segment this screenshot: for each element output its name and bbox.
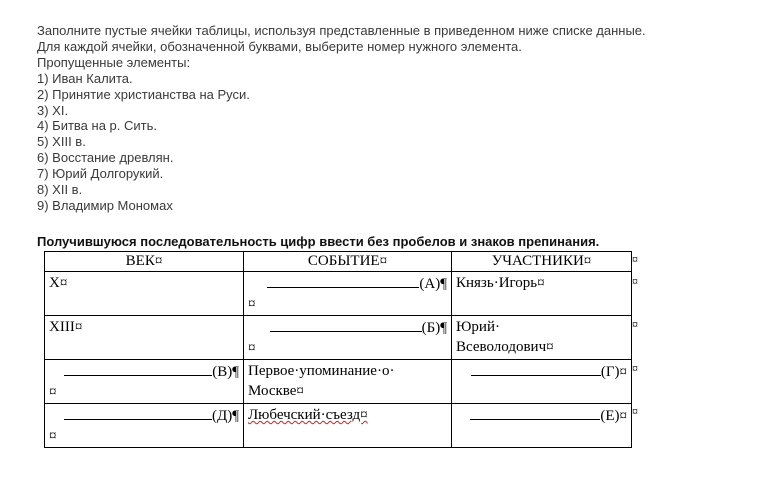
list-item: 7) Юрий Долгорукий. <box>37 166 164 182</box>
cell-vek-blank[interactable] <box>45 360 244 404</box>
blank-letter: (Е)¤ <box>600 408 627 424</box>
cell-sobytie-blank[interactable] <box>244 316 452 360</box>
row-end-mark: ¤ <box>632 274 638 288</box>
blank-letter: (В)¶ <box>212 364 239 380</box>
cell-text-line: Москве¤ <box>248 383 304 399</box>
intro-line-1: Заполните пустые ячейки таблицы, используя представленные в приведенном ниже списке данные. <box>37 23 646 38</box>
cell-text-line: Всеволодович¤ <box>456 339 554 355</box>
cell-end-mark: ¤ <box>49 384 57 400</box>
row-end-mark: ¤ <box>632 317 638 331</box>
blank-line <box>267 273 419 288</box>
header-vek: ВЕК¤ <box>45 252 244 272</box>
blank-line <box>270 317 422 332</box>
cell-text-line: Юрий· <box>456 319 500 335</box>
list-item: 3) XI. <box>37 102 69 118</box>
list-item: 8) XII в. <box>37 182 83 198</box>
intro-line-3: Пропущенные элементы: <box>37 54 191 70</box>
cell-vek: X¤ <box>45 272 244 316</box>
cell-uchastniki-blank[interactable] <box>452 360 632 404</box>
blank-letter: (Г)¤ <box>600 364 627 380</box>
history-table <box>44 251 632 448</box>
cell-text-line: Любечский·съезд¤ <box>248 407 368 423</box>
list-item: 1) Иван Калита. <box>37 70 133 86</box>
blank-letter: (Б)¶ <box>421 320 447 336</box>
table-row <box>45 272 632 316</box>
table-row <box>45 316 632 360</box>
cell-end-mark: ¤ <box>248 340 256 356</box>
list-item: 6) Восстание древлян. <box>37 150 174 166</box>
intro-line-2: Для каждой ячейки, обозначенной буквами, выберите номер нужного элемента. <box>37 38 522 54</box>
cell-text-line: Первое·упоминание·о· <box>248 363 395 379</box>
row-end-mark: ¤ <box>632 404 638 418</box>
cell-uchastniki: Князь·Игорь¤ <box>452 272 632 316</box>
cell-sobytie-blank[interactable] <box>244 272 452 316</box>
instruction-text: Получившуюся последовательность цифр ввести без пробелов и знаков препинания. <box>37 234 600 249</box>
table-row <box>45 404 632 448</box>
cell-vek: XIII¤ <box>45 316 244 360</box>
cell-uchastniki <box>452 316 632 360</box>
task-description <box>37 23 737 214</box>
table-row <box>45 360 632 404</box>
list-item: 2) Принятие христианства на Руси. <box>37 86 250 102</box>
header-sobytie: СОБЫТИЕ¤ <box>244 252 452 272</box>
blank-line <box>64 361 212 376</box>
row-end-mark: ¤ <box>632 361 638 375</box>
row-end-mark: ¤ <box>632 252 638 266</box>
cell-sobytie <box>244 360 452 404</box>
blank-letter: (Д)¶ <box>211 408 239 424</box>
list-item: 9) Владимир Мономах <box>37 197 173 213</box>
cell-vek-blank[interactable] <box>45 404 244 448</box>
cell-end-mark: ¤ <box>248 296 256 312</box>
cell-sobytie <box>244 404 452 448</box>
blank-line <box>471 361 601 376</box>
blank-letter: (А)¶ <box>419 276 447 292</box>
list-item: 5) XIII в. <box>37 134 86 150</box>
cell-end-mark: ¤ <box>49 428 57 444</box>
blank-line <box>470 405 600 420</box>
blank-line <box>64 405 212 420</box>
list-item: 4) Битва на р. Сить. <box>37 118 157 134</box>
table-header-row <box>45 252 632 272</box>
cell-uchastniki-blank[interactable] <box>452 404 632 448</box>
header-uchastniki: УЧАСТНИКИ¤ <box>452 252 632 272</box>
